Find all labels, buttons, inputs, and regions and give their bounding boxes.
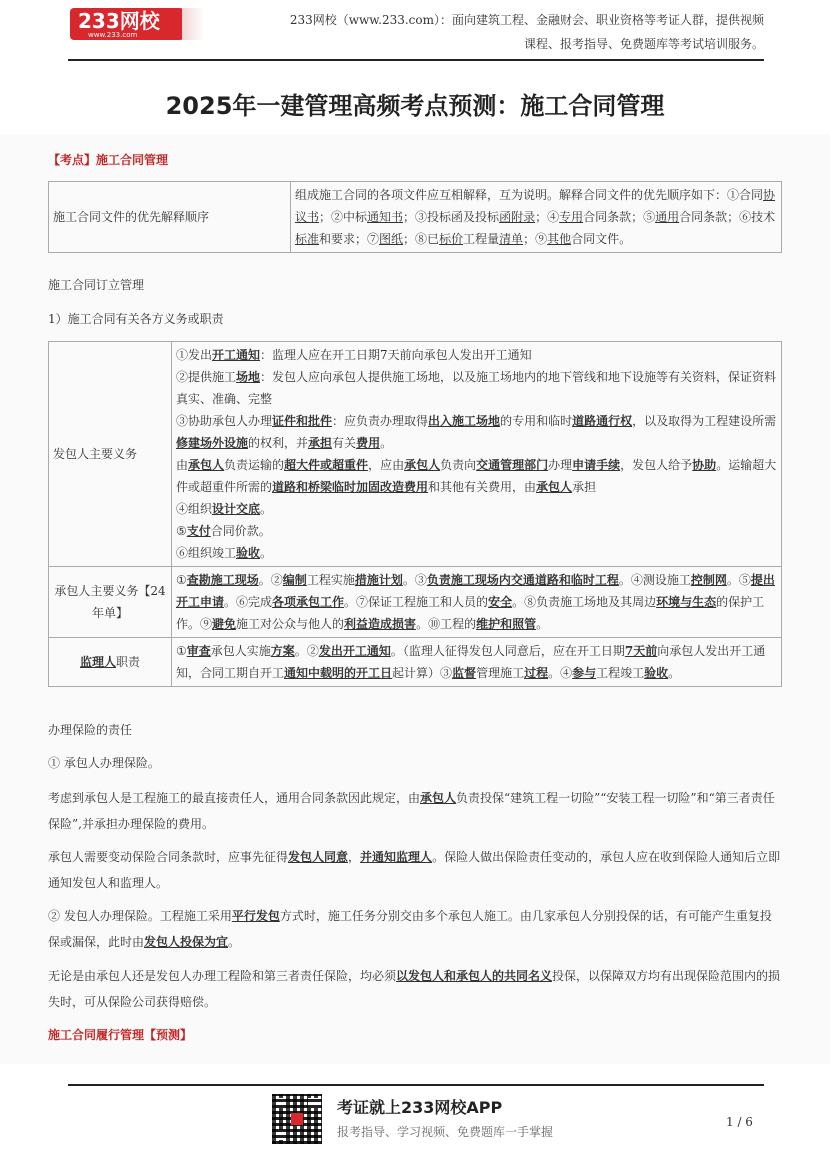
row-content: ①发出开工通知：监理人应在开工日期7天前向承包人发出开工通知 ②提供施工场地：发包人应向承包人提供施工场地，以及施工场地内的地下管线和地下设施等有关资料，保证资料真实、准确、完整 ③协助承包人办理证件和批件：应负责办理取得出入施工场地的专用和临时道路通行权，以及取得为工程建设所需修建场外设施的权利，并承担有关费用。 由承包人负责运输的超大件或超重件，应由承包人负责向交通管理部门办理申请手续，发包人给予协助。运输超大件或超重件所需的道路和桥梁临时加固改造费用和其他有关费用，由承包人承担 ④组织设计交底。 ⑤支付合同价款。 ⑥组织竣工验收。 [172, 342, 782, 567]
table-row [49, 342, 782, 567]
table-row [49, 182, 782, 253]
section-heading: 施工合同订立管理 [48, 278, 145, 292]
paragraph: 无论是由承包人还是发包人办理工程险和第三者责任保险，均必须以发包人和承包人的共同名义投保，以保障双方均有出现保险范围内的损失时，可从保险公司获得赔偿。 [48, 969, 781, 1009]
row-content: ①查勘施工现场。②编制工程实施措施计划。③负责施工现场内交通道路和临时工程。④测设施工控制网。⑤提出开工申请。⑥完成各项承包工作。⑦保证工程施工和人员的安全。⑧负责施工场地及其周边环境与生态的保护工作。⑨避免施工对公众与他人的利益造成损害。⑩工程的维护和照管。 [172, 567, 782, 638]
table-row [49, 638, 782, 687]
table-row [49, 567, 782, 638]
insurance-title: 办理保险的责任 [48, 723, 133, 737]
paragraph: 考虑到承包人是工程施工的最直接责任人，通用合同条款因此规定，由承包人负责投保“建筑工程一切险”“安装工程一切险”和“第三者责任保险”,并承担办理保险的费用。 [48, 791, 775, 831]
section-heading: 施工合同履行管理【预测】 [48, 1028, 193, 1042]
header-tagline: 233网校（www.233.com）：面向建筑工程、金融财会、职业资格等考证人群，提供视频课程、报考指导、免费题库等考试培训服务。 [289, 13, 764, 51]
footer-app-title[interactable]: 考证就上233网校APP [337, 1098, 503, 1117]
row-label: 发包人主要义务 [49, 342, 172, 567]
paragraph: ① 承包人办理保险。 [48, 756, 160, 770]
footer-divider [68, 1084, 764, 1086]
qr-logo [291, 1113, 303, 1125]
logo[interactable] [70, 8, 204, 46]
row-content: ①审查承包人实施方案。②发出开工通知。（监理人征得发包人同意后，应在开工日期7天前向承包人发出开工通知，合同工期自开工通知中载明的开工日起计算）③监督管理施工过程。④参与工程竣工验收。 [172, 638, 782, 687]
qr-code-icon[interactable] [272, 1094, 322, 1144]
header-divider [68, 59, 764, 61]
contract-priority-table [48, 181, 782, 253]
duties-table [48, 341, 782, 687]
page-header [0, 0, 830, 134]
paragraph: ② 发包人办理保险。工程施工采用平行发包方式时，施工任务分别交由多个承包人施工。由几家承包人分别投保的话，有可能产生重复投保或漏保，此时由发包人投保为宜。 [48, 909, 772, 949]
logo-swoosh [182, 8, 204, 40]
logo-text: 233网校 [78, 9, 160, 33]
row-label: 施工合同文件的优先解释顺序 [49, 182, 291, 253]
footer-app-subtitle: 报考指导、学习视频、免费题库一手掌握 [337, 1125, 554, 1139]
keypoint-label: 【考点】施工合同管理 [48, 153, 169, 167]
logo-mark [70, 8, 184, 40]
row-label: 承包人主要义务【24年单】 [49, 567, 172, 638]
page-number: 1 / 6 [726, 1115, 753, 1129]
row-label: 监理人职责 [49, 638, 172, 687]
paragraph: 承包人需要变动保险合同条款时，应事先征得发包人同意，并通知监理人。保险人做出保险责任变动的，承包人应在收到保险人通知后立即通知发包人和监理人。 [48, 850, 781, 890]
section-subheading: 1）施工合同有关各方义务或职责 [48, 312, 224, 326]
page-title: 2025年一建管理高频考点预测：施工合同管理 [165, 92, 665, 120]
row-content: 组成施工合同的各项文件应互相解释，互为说明。解释合同文件的优先顺序如下：①合同协议书；②中标通知书；③投标函及投标函附录；④专用合同条款；⑤通用合同条款；⑥技术标准和要求；⑦图纸；⑧已标价工程量清单；⑨其他合同文件。 [291, 182, 782, 253]
logo-sub: www.233.com [88, 31, 138, 39]
